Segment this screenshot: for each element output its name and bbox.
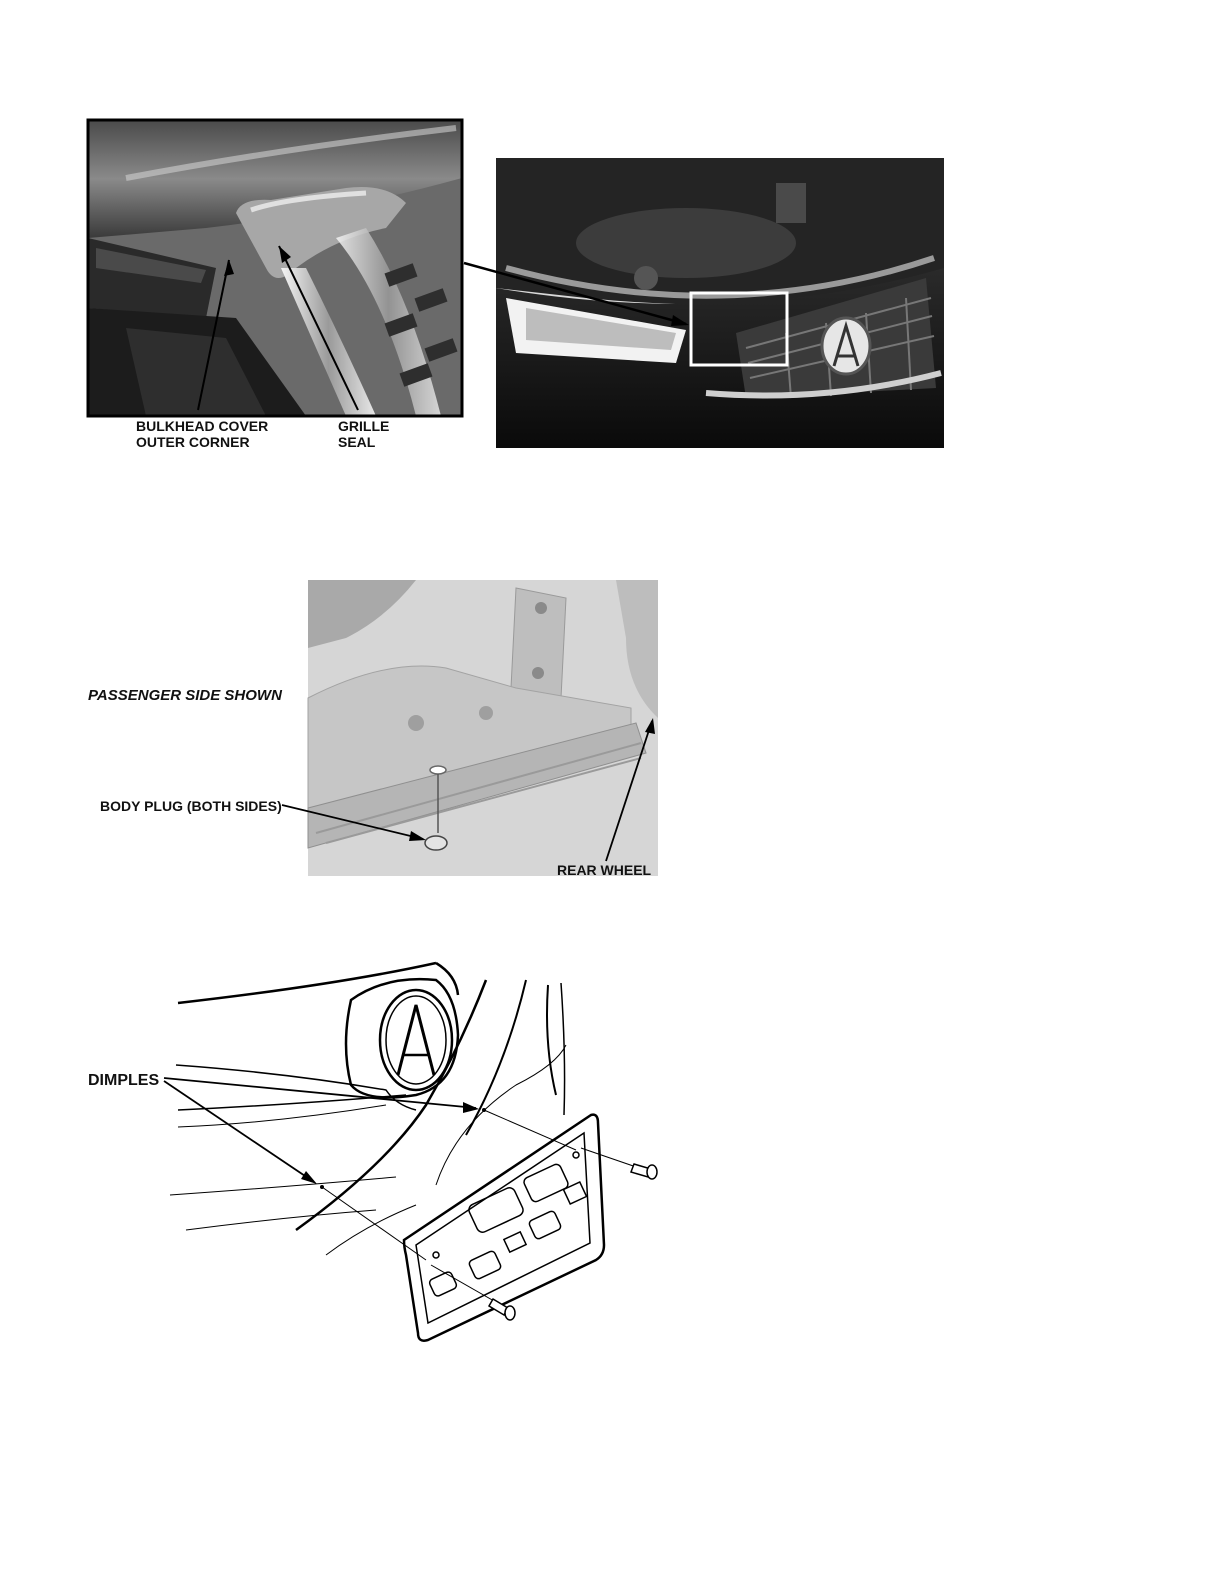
vehicle-front-photo (464, 158, 944, 448)
dimples-label: DIMPLES (88, 1072, 160, 1089)
passenger-side-shown-note: PASSENGER SIDE SHOWN (88, 687, 282, 704)
underbody-render (308, 580, 658, 876)
close-up-photo (88, 120, 462, 454)
grille-seal-label-line2: SEAL (338, 434, 376, 450)
bulkhead-cover-label-line2: OUTER CORNER (136, 434, 250, 450)
body-plug-label: BODY PLUG (BOTH SIDES) (100, 798, 282, 814)
figure-license-bracket (86, 955, 666, 1345)
figure-grille-seal-art (86, 118, 946, 454)
grille-seal-label-line1: GRILLE (338, 418, 390, 434)
figure-body-plug-art (86, 578, 666, 884)
bulkhead-cover-label-line1: BULKHEAD COVER (136, 418, 269, 434)
rear-wheel-label: REAR WHEEL (557, 862, 652, 878)
figure-grille-seal (86, 118, 946, 454)
figure-license-bracket-art (86, 955, 666, 1345)
figure-body-plug (86, 578, 666, 884)
